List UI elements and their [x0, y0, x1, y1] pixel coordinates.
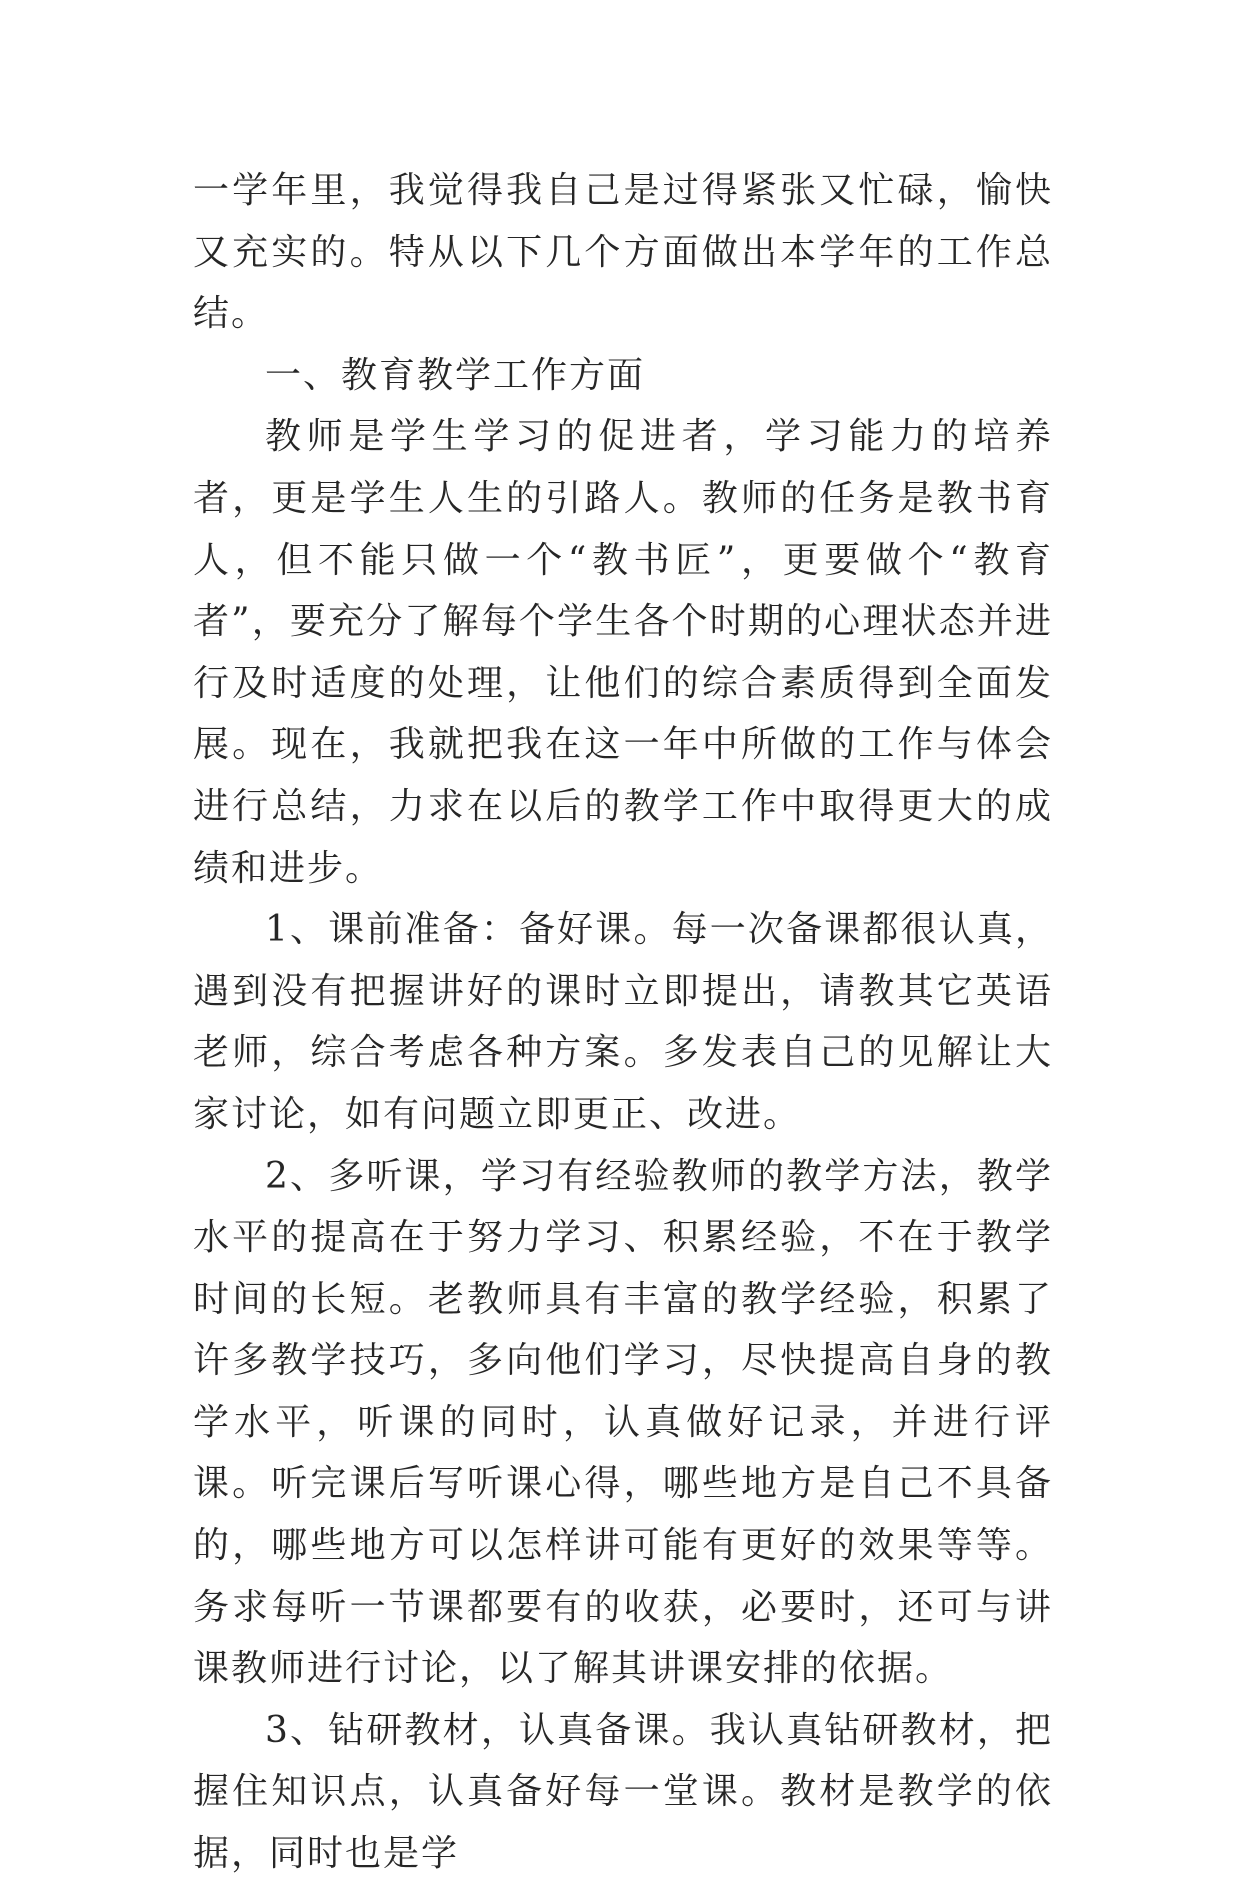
paragraph-lesson-prep: 1、课前准备：备好课。每一次备课都很认真，遇到没有把握讲好的课时立即提出，请教其它英语老师，综合考虑各种方案。多发表自己的见解让大家讨论，如有问题立即更正、改进。 — [193, 909, 1053, 1135]
paragraph-study-materials: 3、钻研教材，认真备课。我认真钻研教材，把握住知识点，认真备好每一堂课。教材是教学的依据，同时也是学 — [193, 1709, 1053, 1875]
section-heading-teaching: 一、教育教学工作方面 — [265, 354, 646, 396]
document-body — [193, 160, 1053, 1885]
paragraph-intro: 一学年里，我觉得我自己是过得紧张又忙碌，愉快又充实的。特从以下几个方面做出本学年的工作总结。 — [193, 170, 1053, 335]
paragraph-teacher-role: 教师是学生学习的促进者，学习能力的培养者，更是学生人生的引路人。教师的任务是教书育人，但不能只做一个“教书匠”，更要做个“教育者”，要充分了解每个学生各个时期的心理状态并进行及时适度的处理，让他们的综合素质得到全面发展。现在，我就把我在这一年中所做的工作与体会进行总结，力求在以后的教学工作中取得更大的成绩和进步。 — [193, 416, 1053, 889]
paragraph-observe-classes: 2、多听课，学习有经验教师的教学方法，教学水平的提高在于努力学习、积累经验，不在于教学时间的长短。老教师具有丰富的教学经验，积累了许多教学技巧，多向他们学习，尽快提高自身的教学水平，听课的同时，认真做好记录，并进行评课。听完课后写听课心得，哪些地方是自己不具备的，哪些地方可以怎样讲可能有更好的效果等等。务求每听一节课都要有的收获，必要时，还可与讲课教师进行讨论，以了解其讲课安排的依据。 — [193, 1155, 1053, 1690]
